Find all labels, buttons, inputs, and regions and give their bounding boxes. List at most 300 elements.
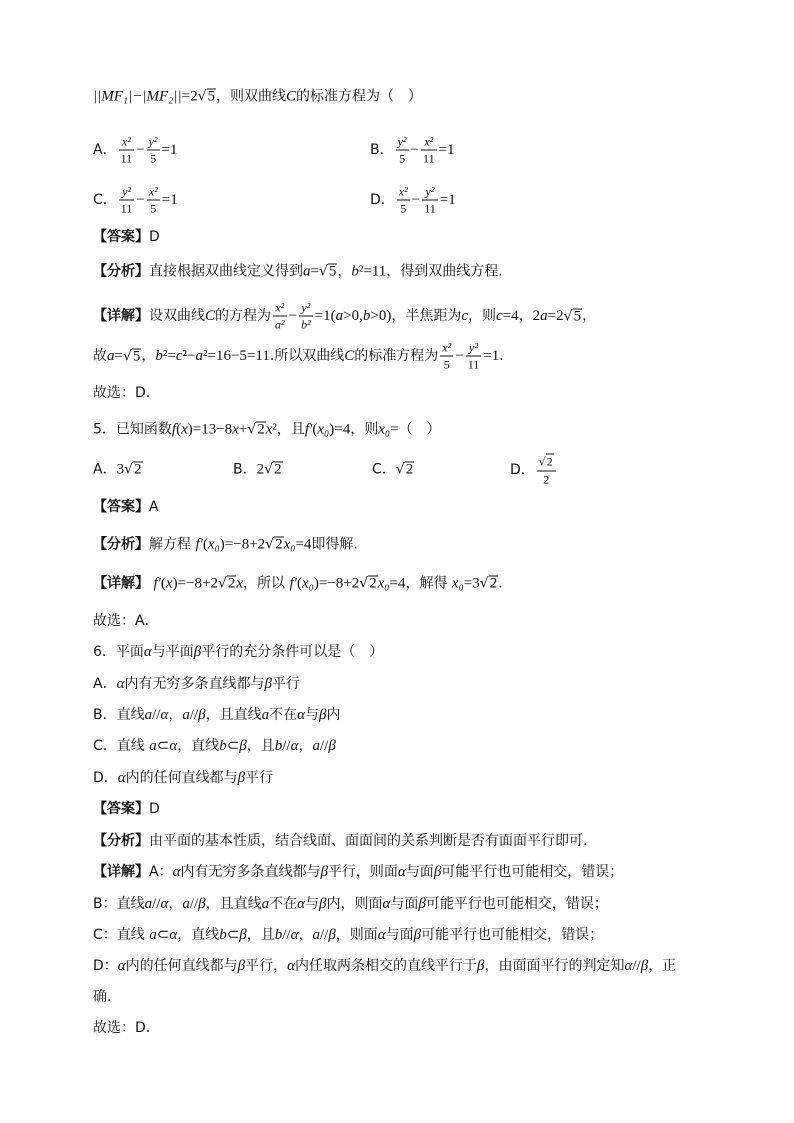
math-symbol: )=13−8 — [187, 421, 233, 438]
fraction-numerator — [397, 185, 410, 201]
square-root — [539, 454, 554, 470]
math-symbol: ⊂ — [226, 927, 240, 943]
math-symbol: )=−8+2 — [172, 575, 218, 592]
q6-stem — [93, 642, 383, 662]
text-run: ， — [518, 308, 533, 324]
math-variable: C — [205, 308, 216, 324]
math-symbol: 5 — [150, 201, 157, 216]
math-variable: α — [287, 958, 296, 974]
q4-detail-line-1 — [93, 301, 596, 332]
math-variable: f′ — [289, 575, 297, 592]
fraction-numerator — [422, 185, 438, 201]
q6-option-c — [93, 736, 336, 756]
fraction-denominator — [397, 201, 410, 216]
math-variable: y² — [301, 300, 311, 315]
math-symbol: // — [189, 896, 199, 912]
math-variable: x² — [275, 300, 285, 315]
math-symbol: )=−8+2 — [313, 575, 360, 592]
radical-sign-icon — [396, 463, 405, 478]
math-variable: β — [418, 896, 426, 912]
text-run: A． — [93, 461, 117, 478]
math-variable: x — [236, 575, 244, 592]
q5-detail-line-1 — [93, 574, 512, 595]
fraction-denominator — [299, 317, 313, 332]
math-symbol: 5 — [150, 151, 157, 166]
radical-sign-icon — [124, 463, 133, 478]
math-symbol: 2 — [257, 421, 265, 438]
q6-detail-line-5 — [93, 987, 111, 1007]
square-root — [359, 574, 377, 595]
math-symbol: − — [136, 142, 145, 158]
text-run: 故 — [93, 348, 107, 364]
q6-analysis — [93, 831, 587, 851]
math-symbol: // — [319, 927, 329, 943]
math-variable: a — [335, 308, 344, 324]
fraction-numerator — [147, 135, 160, 151]
math-variable: β — [477, 958, 485, 974]
text-run: 故选：D. — [93, 1020, 151, 1036]
text-run: 直接根据双曲线定义得到 — [149, 263, 303, 280]
math-variable: f′ — [304, 421, 313, 438]
text-run: 与平面 — [151, 644, 194, 660]
radical-sign-icon — [123, 349, 132, 364]
math-symbol: − — [136, 192, 145, 208]
math-symbol: )=4 — [329, 421, 351, 438]
text-run: C．直线 — [93, 738, 150, 754]
radicand — [273, 462, 283, 478]
math-symbol: = — [390, 421, 399, 438]
math-symbol: 2 — [532, 308, 541, 324]
math-symbol: 5 — [573, 308, 582, 324]
text-run: D． — [510, 462, 535, 478]
section-tag: 【分析】 — [93, 536, 149, 553]
text-run: ，则 — [468, 308, 497, 324]
math-variable: x₀ — [207, 536, 220, 553]
text-run: 内，则面 — [326, 896, 383, 912]
math-symbol: ⊂ — [156, 927, 170, 943]
fraction — [421, 135, 437, 166]
text-run: 内有无穷多条直线都与 — [180, 864, 321, 880]
fraction-numerator — [299, 301, 313, 317]
q6-detail-line-3 — [93, 925, 603, 945]
math-variable: α — [377, 927, 386, 943]
fraction-numerator — [147, 185, 160, 201]
math-variable: α — [397, 864, 406, 880]
math-symbol: 5 — [400, 201, 407, 216]
math-symbol: 2 — [256, 461, 265, 478]
math-variable: C — [344, 348, 355, 364]
text-run: 的标准方程为（ ） — [296, 88, 423, 105]
math-variable: c — [461, 308, 469, 324]
radical-sign-icon — [265, 538, 274, 553]
math-variable: b — [219, 927, 227, 943]
text-run: A． — [93, 142, 117, 158]
fraction-denominator — [440, 357, 453, 372]
math-variable: α — [116, 676, 125, 692]
radical-sign-icon — [198, 90, 207, 105]
text-run: 故选：A． — [93, 613, 159, 629]
fraction-denominator — [396, 151, 409, 166]
q4-conclusion — [93, 383, 150, 403]
fraction-numerator — [466, 341, 482, 357]
math-variable: β — [319, 707, 327, 723]
fraction — [147, 135, 160, 166]
text-run: 可能平行也可能相交，错误； — [441, 864, 624, 880]
q4-detail-line-2 — [93, 341, 504, 372]
math-variable: β — [198, 896, 206, 912]
math-symbol: 2 — [274, 461, 282, 478]
text-run: ， — [141, 348, 156, 364]
math-symbol: ( — [312, 421, 318, 438]
math-variable: b — [362, 308, 371, 324]
section-tag: 【分析】 — [93, 263, 149, 280]
math-variable: β — [413, 927, 422, 943]
math-symbol: 2 — [275, 536, 283, 553]
math-symbol: ²= — [162, 348, 176, 364]
math-variable: C — [286, 88, 297, 105]
text-run: 平行， — [245, 958, 288, 974]
math-symbol: >0, — [343, 308, 363, 324]
fraction-denominator — [147, 201, 160, 216]
radicand — [546, 454, 554, 470]
text-run: 可能平行也可能相交，错误； — [421, 927, 604, 943]
text-run: ，正 — [648, 958, 677, 974]
math-variable: ||MF₁|−|MF₂|| — [93, 88, 182, 105]
math-variable: x₀ — [451, 575, 464, 592]
math-symbol: =2 — [547, 308, 564, 324]
math-variable: β — [198, 707, 206, 723]
text-run: D — [149, 801, 160, 817]
math-symbol: 5 — [443, 357, 450, 372]
math-symbol: ( — [296, 575, 302, 592]
math-variable: y² — [397, 134, 407, 149]
math-variable: β — [237, 958, 246, 974]
text-run: ， — [298, 738, 313, 754]
math-symbol: =1 — [161, 192, 178, 208]
math-variable: x₀ — [377, 575, 390, 592]
math-symbol: 5 — [132, 348, 141, 364]
math-symbol: 5 — [328, 263, 337, 280]
radical-sign-icon — [539, 455, 546, 470]
text-run: D． — [370, 192, 395, 208]
fraction-denominator — [422, 201, 438, 216]
math-variable: y² — [122, 184, 132, 199]
square-root — [265, 535, 283, 556]
math-symbol: =2 — [181, 88, 198, 105]
math-variable: a — [144, 896, 153, 912]
text-run: ，则 — [350, 421, 379, 438]
fraction — [273, 301, 287, 332]
text-run: ，则面 — [335, 927, 378, 943]
radical-sign-icon — [218, 577, 227, 592]
math-variable: a — [144, 707, 153, 723]
fraction-numerator — [421, 135, 437, 151]
math-variable: x₀ — [283, 536, 296, 553]
radical-sign-icon — [319, 265, 328, 280]
radicand — [256, 422, 266, 438]
math-variable: α — [169, 738, 178, 754]
square-root — [396, 460, 414, 481]
q5-option-c — [372, 460, 414, 481]
math-symbol: =1( — [314, 308, 336, 324]
q6-answer — [93, 799, 160, 819]
text-run: 与面 — [405, 864, 434, 880]
fraction-denominator — [119, 201, 135, 216]
text-run: ，解得 — [405, 575, 452, 592]
fraction — [147, 185, 160, 216]
text-run: ，且 — [246, 927, 275, 943]
q6-option-a — [93, 674, 300, 694]
text-run: 解方程 — [149, 536, 196, 553]
math-symbol: ( — [202, 536, 208, 553]
fraction — [397, 185, 410, 216]
math-symbol: =1 — [483, 348, 500, 364]
math-symbol: =1 — [438, 142, 455, 158]
text-run: D． — [93, 770, 118, 786]
fraction-denominator — [147, 151, 160, 166]
text-run: B． — [233, 461, 257, 478]
q6-detail-line-1 — [93, 862, 623, 882]
math-symbol: =4 — [295, 536, 312, 553]
text-run: 与面 — [390, 896, 419, 912]
radicand — [573, 308, 583, 324]
math-variable: x² — [442, 340, 452, 355]
fraction-denominator — [119, 151, 135, 166]
math-symbol: // — [282, 927, 291, 943]
fraction — [466, 341, 482, 372]
math-symbol: = — [114, 348, 123, 364]
math-symbol: 5 — [207, 88, 215, 105]
text-run: ， — [168, 896, 183, 912]
math-variable: c — [175, 348, 183, 364]
section-tag: 【答案】 — [93, 229, 149, 245]
math-symbol: 11 — [120, 151, 133, 166]
q5-option-a — [93, 460, 143, 481]
math-variable: x₀ — [317, 421, 330, 438]
q6-detail-line-4 — [93, 956, 676, 976]
math-variable: β — [328, 927, 336, 943]
text-run: A — [149, 499, 159, 515]
math-symbol: =4 — [389, 575, 406, 592]
text-run: C． — [372, 461, 396, 478]
radicand — [274, 537, 284, 553]
math-symbol: 11 — [423, 151, 435, 166]
square-root — [124, 460, 142, 481]
math-symbol: // — [152, 896, 161, 912]
text-run: ， — [582, 308, 597, 324]
math-variable: b² — [301, 317, 311, 332]
section-tag: 【详解】 — [93, 308, 149, 324]
math-symbol: 11 — [120, 201, 133, 216]
text-run: 的方程为 — [215, 308, 272, 324]
fraction-numerator — [440, 341, 453, 357]
math-variable: a² — [275, 317, 285, 332]
text-run: （ ） — [398, 421, 441, 438]
math-variable: β — [433, 864, 442, 880]
math-variable: β — [239, 738, 247, 754]
text-run: 平行 — [271, 676, 300, 692]
math-symbol: − — [455, 348, 464, 364]
text-run: 与面 — [385, 927, 414, 943]
text-run: 的标准方程为 — [354, 348, 439, 364]
math-variable: f′ — [153, 575, 161, 592]
text-run: ． — [498, 575, 513, 592]
text-run: 6．平面 — [93, 644, 144, 660]
text-run: 故选：D. — [93, 385, 151, 401]
fraction-denominator — [466, 357, 482, 372]
q4-answer — [93, 227, 160, 247]
math-variable: α — [624, 958, 633, 974]
q6-option-b — [93, 705, 341, 725]
text-run: ，直线 — [177, 927, 220, 943]
radicand — [132, 348, 142, 364]
fraction — [440, 341, 453, 372]
fraction-denominator — [421, 151, 437, 166]
math-variable: x — [265, 421, 273, 438]
radical-sign-icon — [480, 577, 489, 592]
radical-sign-icon — [564, 309, 573, 324]
text-run: 与 — [305, 896, 320, 912]
radicand — [133, 462, 143, 478]
q5-stem — [93, 420, 441, 441]
text-run: ，得到双曲线方程. — [386, 263, 503, 280]
radicand — [368, 576, 378, 592]
fraction — [422, 185, 438, 216]
radical-sign-icon — [247, 423, 256, 438]
q5-option-d — [510, 454, 558, 487]
math-symbol: ²=16−5=11 — [203, 348, 270, 364]
math-symbol: ²− — [182, 348, 196, 364]
math-variable: a — [195, 348, 203, 364]
text-run: C． — [93, 192, 117, 208]
math-variable: α — [382, 896, 391, 912]
math-variable: α — [290, 738, 299, 754]
text-run: A： — [149, 864, 173, 880]
math-variable: y² — [148, 134, 158, 149]
text-run: ，且 — [276, 421, 305, 438]
math-variable: α — [169, 927, 178, 943]
q4-option-c — [93, 185, 178, 216]
math-variable: β — [320, 864, 328, 880]
q4-analysis — [93, 262, 503, 283]
section-tag: 【答案】 — [93, 499, 149, 515]
text-run: 即得解. — [311, 536, 358, 553]
fraction — [119, 135, 135, 166]
math-symbol: ²=11 — [358, 263, 387, 280]
section-tag: 【详解】 — [93, 575, 149, 592]
text-run: B． — [370, 142, 394, 158]
q5-option-b — [233, 460, 283, 481]
text-run: C：直线 — [93, 927, 150, 943]
math-variable: a — [149, 738, 157, 754]
text-run: 平行 — [245, 770, 274, 786]
math-variable: β — [264, 676, 272, 692]
square-root — [564, 306, 582, 327]
math-symbol: 2 — [134, 461, 142, 478]
math-variable: c — [496, 308, 503, 324]
math-symbol: 11 — [424, 201, 436, 216]
math-variable: a — [261, 896, 270, 912]
math-variable: x — [232, 421, 239, 438]
text-run: 确. — [93, 989, 112, 1005]
q5-analysis — [93, 535, 358, 556]
text-run: 不在 — [269, 707, 298, 723]
math-variable: b — [155, 348, 163, 364]
text-run: ， — [298, 927, 313, 943]
math-symbol: // — [319, 738, 329, 754]
text-run: . — [499, 348, 504, 364]
radical-sign-icon — [359, 577, 368, 592]
math-symbol: 2 — [369, 575, 377, 592]
text-run: ，半焦距为 — [391, 308, 462, 324]
fraction — [299, 301, 313, 332]
math-symbol: 2 — [489, 575, 498, 592]
math-variable: x² — [424, 134, 434, 149]
q6-option-d — [93, 768, 273, 788]
math-variable: α — [160, 707, 169, 723]
math-symbol: 3 — [116, 461, 125, 478]
text-run: .所以双曲线 — [269, 348, 345, 364]
math-variable: a — [312, 738, 320, 754]
math-symbol: 11 — [467, 357, 480, 372]
text-run: ，所以 — [243, 575, 290, 592]
math-variable: α — [297, 896, 306, 912]
math-symbol: ( — [160, 575, 166, 592]
fraction-denominator — [273, 317, 287, 332]
math-symbol: // — [189, 707, 199, 723]
math-variable: α — [172, 864, 181, 880]
math-symbol: 2 — [405, 461, 414, 478]
math-symbol: 2 — [546, 454, 553, 469]
text-run: B：直线 — [93, 896, 145, 912]
math-variable: b — [351, 263, 359, 280]
square-root — [319, 262, 337, 283]
math-variable: b — [274, 927, 283, 943]
text-run: A． — [93, 676, 117, 692]
math-variable: y² — [425, 184, 435, 199]
math-symbol: )=−8+2 — [219, 536, 266, 553]
text-run: B．直线 — [93, 707, 145, 723]
square-root — [123, 346, 141, 367]
text-run: ， — [337, 263, 352, 280]
fraction-numerator — [119, 185, 135, 201]
math-variable: y² — [469, 340, 478, 355]
math-variable: α — [160, 896, 169, 912]
math-variable: a — [149, 927, 157, 943]
square-root — [198, 87, 216, 108]
q5-conclusion — [93, 611, 159, 631]
math-symbol: >0) — [370, 308, 392, 324]
math-variable: f′ — [195, 536, 203, 553]
math-symbol: − — [410, 142, 420, 158]
square-root — [247, 420, 265, 441]
math-variable: β — [237, 770, 246, 786]
radicand — [489, 576, 499, 592]
fraction — [396, 135, 409, 166]
radicand — [207, 89, 217, 105]
math-variable: f — [171, 421, 177, 438]
math-variable: β — [328, 738, 336, 754]
math-variable: α — [117, 770, 126, 786]
math-variable: a — [182, 707, 190, 723]
text-run: 与 — [305, 707, 320, 723]
q4-option-a — [93, 135, 178, 166]
math-variable: a — [107, 348, 115, 364]
math-variable: β — [640, 958, 649, 974]
math-symbol: ( — [176, 421, 182, 438]
radicand — [227, 576, 237, 592]
q6-conclusion — [93, 1018, 150, 1038]
